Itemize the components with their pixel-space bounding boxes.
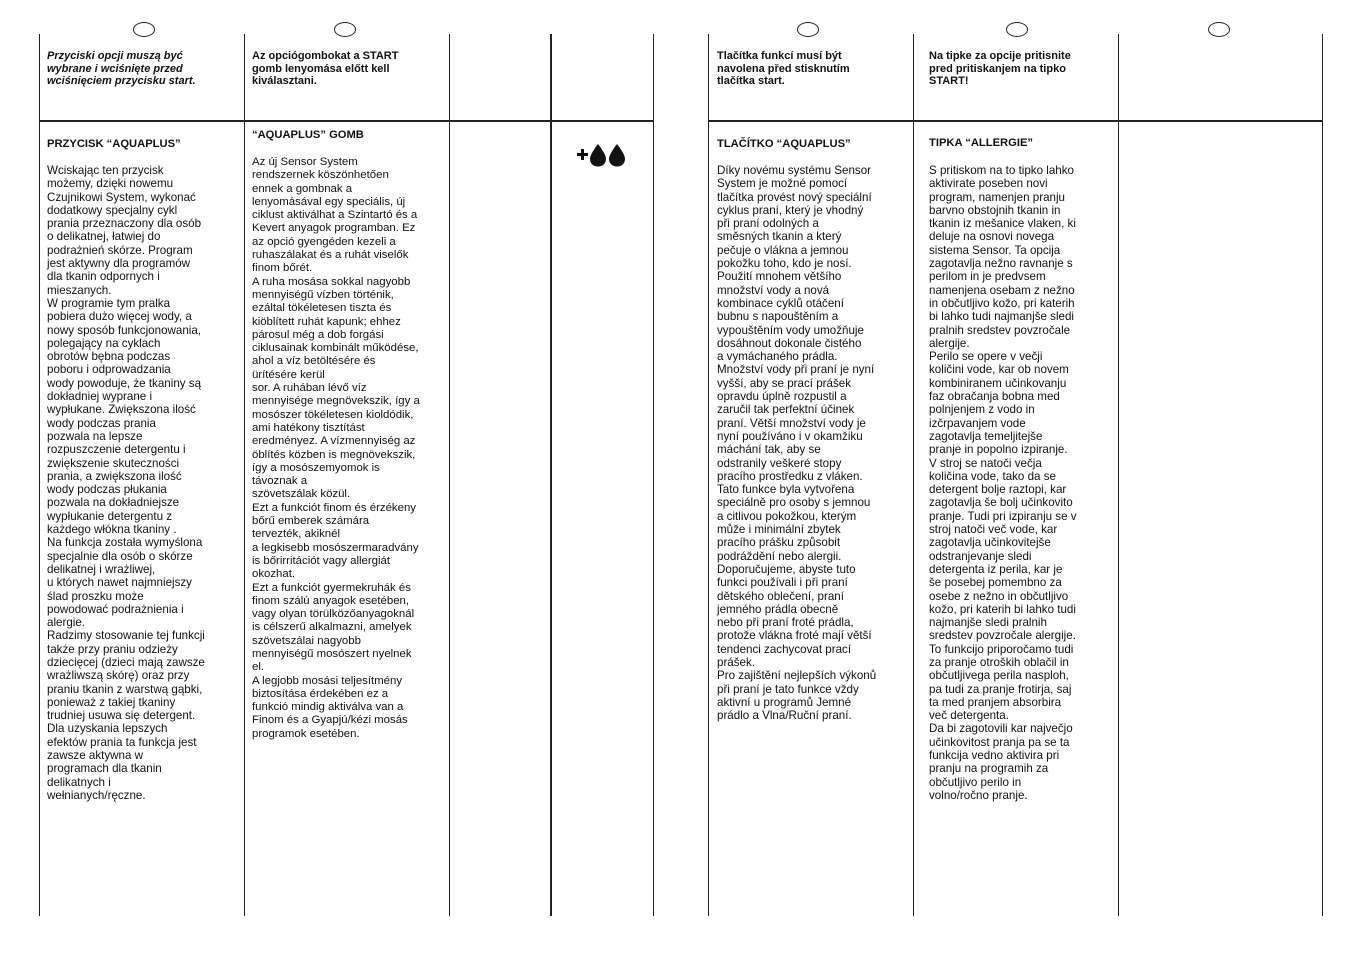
section-body-pl: Wciskając ten przycisk możemy, dzięki nowemu Czujnikowi System, wykonać dodatkowy specjalny cykl prania przeznaczony dla osób o delikatnej, łatwiej do podrażnień skórze. Program jest aktywny dla programów dla tkanin odpornych i mieszanych. W programie tym pralka pobiera dużo więcej wody, a nowy sposób funkcjonowania, polegający na cyklach obrotów bębna podczas poboru i odprowadzania wody powoduje, że tkaniny są dokładniej wyprane i wypłukane. Zwiększona ilość wody podczas prania pozwala na lepsze rozpuszczenie detergentu i zwiększenie skuteczności prania, a zwiększona ilość wody podczas płukania pozwala na dokładniejsze wypłukanie detergentu z każdego włókna tkaniny . Na funkcja została wymyślona specjalnie dla osób o skórze delikatnej i wrażliwej, u których nawet najmniejszy ślad proszku może powodować podrażnienia i alergie. Radzimy stosowanie tej funkcji także przy praniu odzieży dziecięcej (dzieci mają zawsze wrażliwszą skórę) oraz przy praniu tkanin z warstwą gąbki, ponieważ z takiej tkaniny trudniej usuwa się detergent. Dla uzyskania lepszych efektów prania ta funkcja jest zawsze aktywna w programach dla tkanin delikatnych i wełnianych/ręczne. xyxy=(47,164,205,802)
grid-line xyxy=(550,34,552,916)
grid-line xyxy=(708,34,709,916)
grid-line xyxy=(913,34,914,916)
row-divider xyxy=(708,120,1323,122)
language-marker-circle xyxy=(133,22,155,37)
option-note-pl: Przyciski opcji muszą być wybrane i wciśnięte przed wciśnięciem przycisku start. xyxy=(47,50,196,88)
section-heading-si: TIPKA “ALLERGIE” xyxy=(929,137,1034,149)
section-heading-cz: TLAČÍTKO “AQUAPLUS” xyxy=(717,138,851,150)
section-body-hu: Az új Sensor System rendszernek köszönhetően ennek a gombnak a lenyomásával egy speciális, új ciklust aktiválhat a Szintartó és a Kevert anyagok programban. Ez az opció gyengéden kezeli a ruhaszálakat és a ruhát viselők finom bőrét. A ruha mosása sokkal nagyobb mennyiségű vízben történik, ezáltal tökéletesen tiszta és kiöblített ruhát kapunk; ehhez párosul még a dob forgási ciklusainak kombinált működése, ahol a víz betöltésére és ürítésére kerül sor. A ruhában lévő víz mennyisége megnövekszik, így a mosószer tökéletesen kioldódik, ami hatékony tisztítást eredményez. A vízmennyiség az öblítés közben is megnövekszik, így a mosószemyomok is távoznak a szövetszálak közül. Ezt a funkciót finom és érzékeny bőrű emberek számára tervezték, akiknél a legkisebb mosószermaradvány is bőrirritációt vagy allergiát okozhat. Ezt a funkciót gyermekruhák és finom szálú anyagok esetében, vagy olyan törülközőanyagoknál is célszerű alkalmazni, amelyek szövetszálai nagyobb mennyiségű mosószert nyelnek el. A legjobb mosási teljesítmény biztosítása érdekében ez a funkció mindig aktiválva van a Finom és a Gyapjú/kézi mosás programok esetében. xyxy=(252,156,420,740)
language-marker-circle xyxy=(797,22,819,37)
grid-line xyxy=(653,34,654,916)
language-marker-circle xyxy=(1006,22,1028,37)
grid-line xyxy=(244,34,245,916)
option-note-cz: Tlačítka funkcí musí být navolena před stisknutím tlačítka start. xyxy=(717,50,850,88)
option-note-si: Na tipke za opcije pritisnite pred pritiskanjem na tipko START! xyxy=(929,50,1071,88)
option-note-hu: Az opciógombokat a START gomb lenyomása előtt kell kiválasztani. xyxy=(252,50,399,88)
grid-line xyxy=(449,34,450,916)
section-heading-hu: “AQUAPLUS” GOMB xyxy=(252,129,364,141)
grid-line xyxy=(1118,34,1119,916)
grid-line xyxy=(1322,34,1323,916)
grid-line xyxy=(39,34,40,916)
language-marker-circle xyxy=(1208,22,1230,37)
section-body-si: S pritiskom na to tipko lahko aktivirate poseben novi program, namenjen pranju barvno obstojnih tkanin in tkanin iz mešanice vlaken, ki deluje na osnovi novega sistema Sensor. Ta opcija zagotavlja nežno ravnanje s perilom in je predvsem namenjena osebam z nežno in občutljivo kožo, pri katerih bi lahko tudi najmanjše sledi pralnih sredstev povzročale alergije. Perilo se opere v večji količini vode, kar ob novem kombiniranem učinkovanju faz obračanja bobna med polnjenjem z vodo in izčrpavanjem vode zagotavlja temeljitejše pranje in popolno izpiranje. V stroj se natoči večja količina vode, tako da se detergent bolje raztopi, kar zagotavlja še bolj učinkovito pranje. Tudi pri izpiranju se v stroj natoči več vode, kar zagotavlja učinkovitejše odstranjevanje sledi detergenta iz perila, kar je še posebej pomembno za osebe z nežno in občutljivo kožo, pri katerih bi lahko tudi najmanjše sledi pralnih sredstev povzročale alergije. To funkcijo priporočamo tudi za pranje otroških oblačil in občutljivega perila nasploh, pa tudi za pranje frotirja, saj ta med pranjem absorbira več detergenta. Da bi zagotovili kar največjo učinkovitost pranja pa se ta funkcija vedno aktivira pri pranju na programih za občutljivo perilo in volno/ročno pranje. xyxy=(929,164,1077,802)
section-heading-pl: PRZYCISK “AQUAPLUS” xyxy=(47,138,181,150)
plus-water-drops-icon xyxy=(576,142,628,173)
section-body-cz: Díky novému systému Sensor System je možné pomocí tlačítka provést nový speciální cyklus praní, který je vhodný při praní odolných a směsných tkanin a který pečuje o vlákna a jemnou pokožku toho, kdo je nosí. Použití mnohem většího množství vody a nová kombinace cyklů otáčení bubnu s napouštěním a vypouštěním vody umožňuje dosáhnout dokonale čistého a vymáchaného prádla. Množství vody při praní je nyní vyšší, aby se prací prášek opravdu úplně rozpustil a zaručil tak perfektní účinek praní. Větší množství vody je nyní používáno i v okamžiku máchání tak, aby se odstranily veškeré stopy pracího prostředku z vláken. Tato funkce byla vytvořena speciálně pro osoby s jemnou a citlivou pokožkou, kterým může i minimální zbytek pracího prášku způsobit podráždění nebo alergii. Doporučujeme, abyste tuto funkci používali i při praní dětského oblečení, praní jemného prádla obecně nebo při praní froté prádla, protože vlákna froté mají větší tendenci zachycovat prací prášek. Pro zajištění nejlepších výkonů při praní je tato funkce vždy aktivní u programů Jemné prádlo a Vlna/Ruční praní. xyxy=(717,164,877,723)
language-marker-circle xyxy=(334,22,356,37)
row-divider xyxy=(39,120,654,122)
